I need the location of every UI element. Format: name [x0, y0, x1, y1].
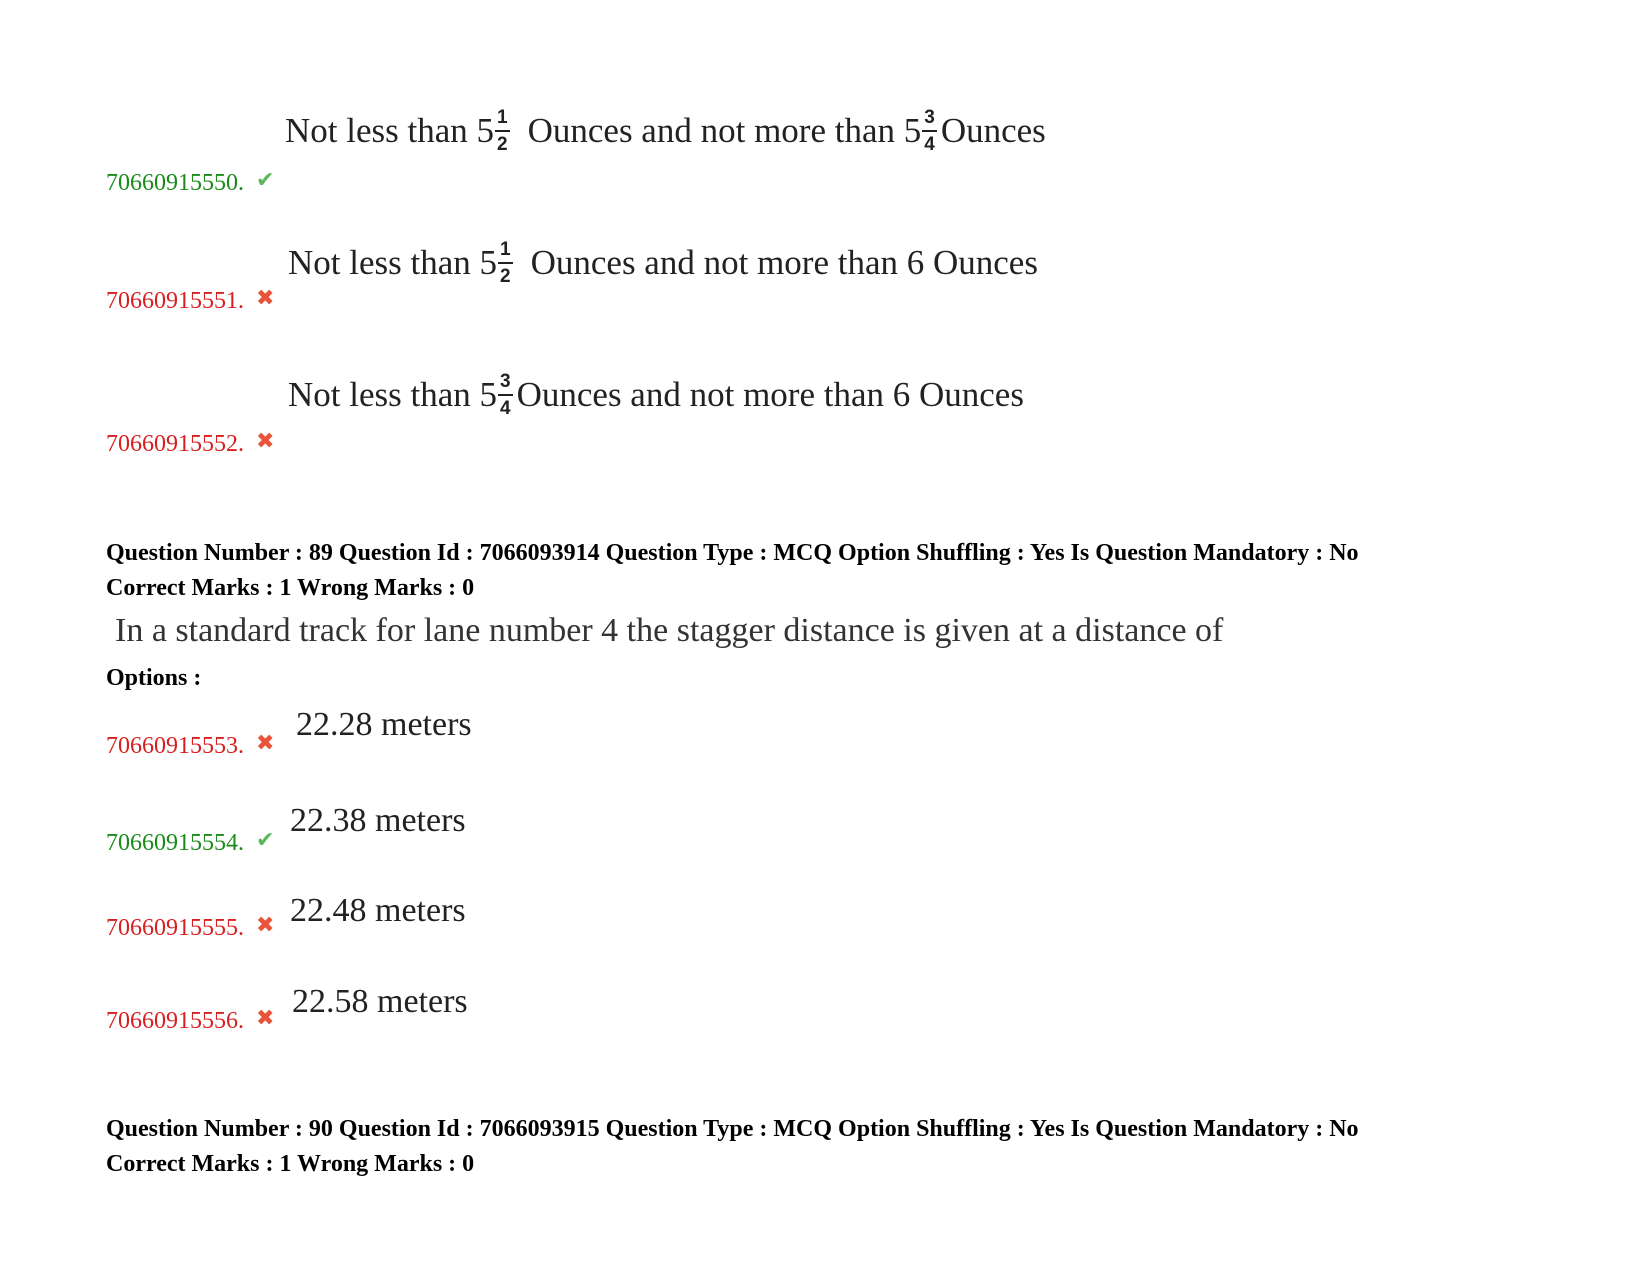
option-id: 70660915551. [106, 288, 244, 314]
option-id: 70660915555. [106, 915, 244, 941]
cross-icon: ✖ [256, 913, 275, 938]
question-text: In a standard track for lane number 4 the stagger distance is given at a distance of [115, 612, 1224, 649]
option-text: 22.38 meters [290, 802, 466, 839]
check-icon: ✔ [256, 828, 275, 853]
question-meta-line: Question Number : 90 Question Id : 7066093915 Question Type : MCQ Option Shuffling : Yes Is Question Mandatory : No [106, 1116, 1359, 1142]
fraction-numerator: 1 [498, 240, 513, 264]
fraction-denominator: 2 [500, 266, 511, 287]
option-id: 70660915552. [106, 431, 244, 457]
option-text: 22.58 meters [292, 983, 468, 1020]
fraction-denominator: 4 [500, 398, 511, 419]
option-id: 70660915556. [106, 1008, 244, 1034]
cross-icon: ✖ [256, 286, 275, 311]
option-id: 70660915553. [106, 733, 244, 759]
fraction [922, 108, 937, 154]
option-text: 22.28 meters [296, 706, 472, 743]
option-text: Not less than 5 [285, 111, 495, 150]
option-text: Ounces and not more than 6 Ounces [530, 243, 1038, 282]
question-marks-line: Correct Marks : 1 Wrong Marks : 0 [106, 575, 475, 601]
option-text: Not less than 5 [288, 375, 498, 414]
option-text: Ounces [940, 111, 1046, 150]
cross-icon: ✖ [256, 429, 275, 454]
fraction [498, 240, 513, 286]
question-meta-line: Question Number : 89 Question Id : 7066093914 Question Type : MCQ Option Shuffling : Yes Is Question Mandatory : No [106, 540, 1359, 566]
option-content [285, 108, 1046, 154]
option-text: 22.48 meters [290, 892, 466, 929]
fraction [495, 108, 510, 154]
fraction-numerator: 3 [922, 108, 937, 132]
check-icon: ✔ [256, 168, 275, 193]
cross-icon: ✖ [256, 1006, 275, 1031]
fraction-denominator: 4 [924, 134, 935, 155]
option-text: Ounces and not more than 6 Ounces [516, 375, 1024, 414]
fraction-denominator: 2 [497, 134, 508, 155]
cross-icon: ✖ [256, 731, 275, 756]
option-text: Ounces and not more than 5 [527, 111, 922, 150]
fraction-numerator: 1 [495, 108, 510, 132]
option-id: 70660915554. [106, 830, 244, 856]
option-content [288, 372, 1024, 418]
question-marks-line: Correct Marks : 1 Wrong Marks : 0 [106, 1151, 475, 1177]
option-id: 70660915550. [106, 170, 244, 196]
fraction-numerator: 3 [498, 372, 513, 396]
options-label: Options : [106, 665, 202, 691]
option-content [288, 240, 1038, 286]
option-text: Not less than 5 [288, 243, 498, 282]
fraction [498, 372, 513, 418]
